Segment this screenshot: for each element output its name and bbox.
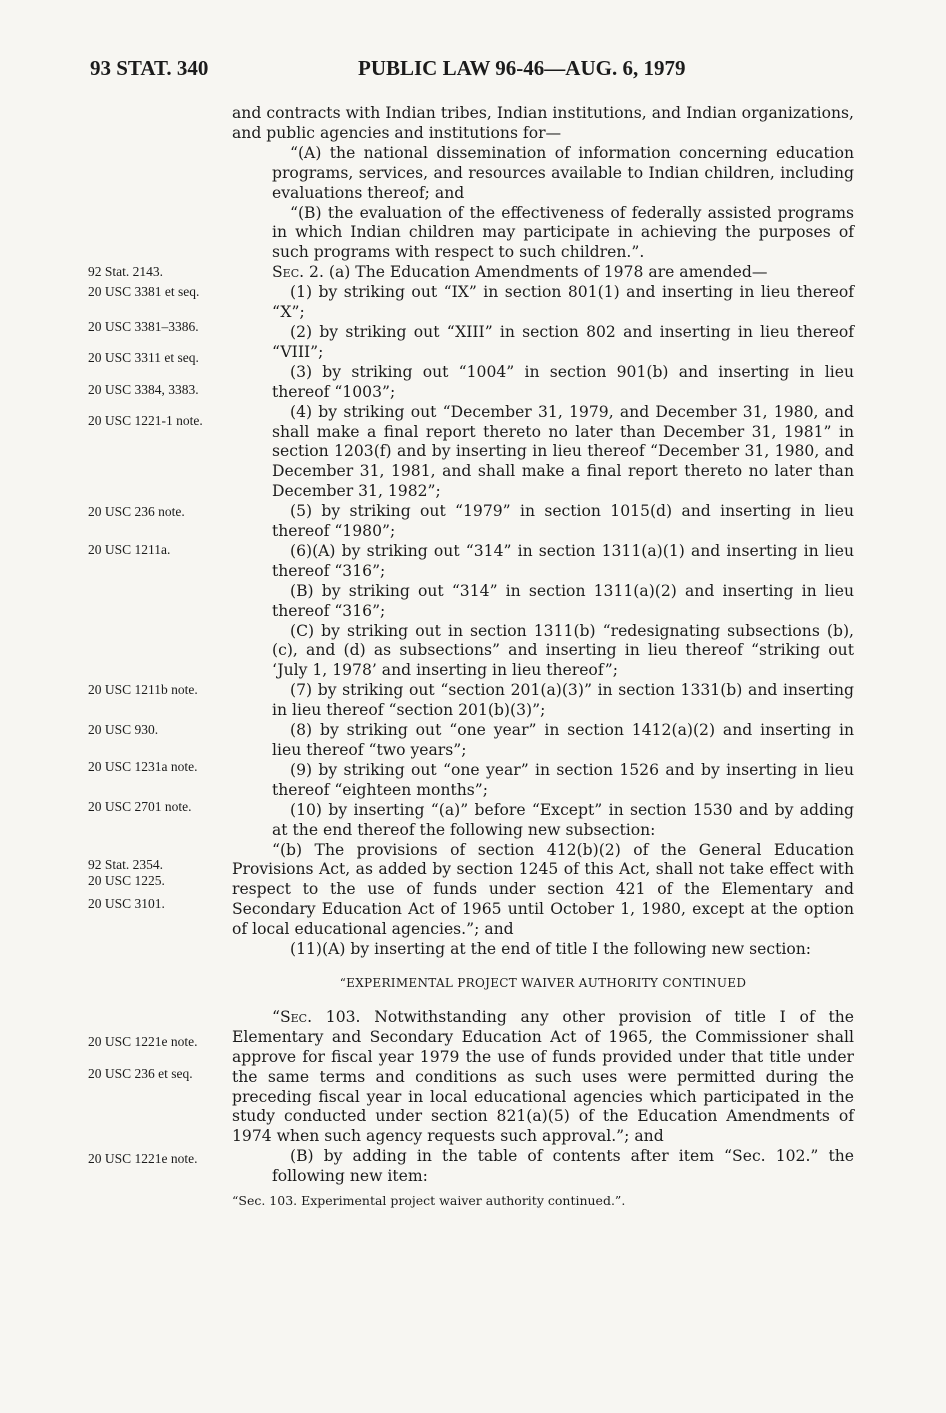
item-3: (3) by striking out “1004” in section 901(b) and inserting in lieu thereof “1003”; [272, 362, 854, 401]
margin-note: 20 USC 3384, 3383. [88, 382, 199, 397]
margin-note: 20 USC 1231a note. [88, 759, 198, 774]
section-label: “Sec. 103. [272, 1007, 361, 1026]
item-4: (4) by striking out “December 31, 1979, and December 31, 1980, and shall make a final report thereto no later than December 31, 1981” in section 1203(f) and by inserting in lieu thereof “December 31, 1980, and December 31, 1981, and shall make a final report thereto no later than December 31, 1982”; [272, 402, 854, 501]
margin-note: 20 USC 3101. [88, 896, 165, 911]
item-9: (9) by striking out “one year” in section 1526 and by inserting in lieu thereof “eighteen months”; [272, 760, 854, 799]
item-2: (2) by striking out “XIII” in section 802 and inserting in lieu thereof “VIII”; [272, 322, 854, 361]
paragraph: and contracts with Indian tribes, Indian institutions, and Indian organizations, and public agencies and institutions for— [232, 104, 854, 142]
margin-note: 20 USC 3311 et seq. [88, 350, 199, 365]
item-11b: (B) by adding in the table of contents after item “Sec. 102.” the following new item: [272, 1147, 854, 1186]
margin-note: 20 USC 1221e note. [88, 1151, 198, 1166]
margin-note: 92 Stat. 2143. [88, 264, 164, 279]
paragraph-b: “(B) the evaluation of the effectiveness of federally assisted programs in which Indian children may participate in achieving the purposes of such programs with respect to such children.”. [272, 203, 854, 262]
paragraph-a: “(A) the national dissemination of information concerning education programs, services, and resources available to Indian children, including evaluations thereof; and [272, 143, 854, 202]
section-2 [232, 263, 854, 283]
toc-item: “Sec. 103. Experimental project waiver authority continued.”. [232, 1193, 626, 1209]
margin-note: 20 USC 1211a. [88, 542, 171, 557]
item-8: (8) by striking out “one year” in section 1412(a)(2) and inserting in lieu thereof “two years”; [272, 721, 854, 759]
section-text: Notwithstanding any other provision of title I of the Elementary and Secondary Education Act of 1965, the Commissioner shall approve for fiscal year 1979 the use of funds provided under that title under the same terms and conditions as such uses were permitted during the preceding fiscal year in local educational agencies which participated in the study conducted under section 821(a)(5) of the Education Amendments of 1974 when such agency requests such approval.”; and [232, 1007, 854, 1146]
margin-note: 20 USC 930. [88, 722, 159, 737]
item-1: (1) by striking out “IX” in section 801(1) and inserting in lieu thereof “X”; [272, 283, 854, 322]
margin-note: 20 USC 1225. [88, 873, 165, 888]
public-law-title: PUBLIC LAW 96-46—AUG. 6, 1979 [358, 56, 686, 80]
section-heading: “EXPERIMENTAL PROJECT WAIVER AUTHORITY CONTINUED [339, 975, 747, 990]
subsection-b: “(b) The provisions of section 412(b)(2) of the General Education Provisions Act, as added by section 1245 of this Act, shall not take effect with respect to the use of funds under section 421 of the Elementary and Secondary Education Act of 1965 until October 1, 1980, except at the option of local educational agencies.”; and [232, 840, 854, 939]
margin-note: 20 USC 3381–3386. [88, 319, 199, 334]
margin-note: 20 USC 1211b note. [88, 682, 198, 697]
margin-note: 20 USC 3381 et seq. [88, 284, 200, 299]
section-text: (a) The Education Amendments of 1978 are amended— [323, 263, 768, 282]
section-103 [232, 1008, 854, 1147]
item-6c: (C) by striking out in section 1311(b) “redesignating subsections (b), (c), and (d) as subsections” and inserting in lieu thereof “striking out ‘July 1, 1978’ and inserting in lieu thereof”; [272, 621, 854, 680]
margin-note: 20 USC 2701 note. [88, 799, 192, 814]
item-6b: (B) by striking out “314” in section 1311(a)(2) and inserting in lieu thereof “316”; [272, 581, 854, 620]
section-label: Sec. 2. [272, 263, 324, 282]
margin-note: 20 USC 1221-1 note. [88, 413, 203, 428]
margin-note: 92 Stat. 2354. [88, 857, 164, 872]
stat-citation: 93 STAT. 340 [90, 56, 209, 80]
margin-note: 20 USC 1221e note. [88, 1034, 198, 1049]
item-7: (7) by striking out “section 201(a)(3)” in section 1331(b) and inserting in lieu thereof “section 201(b)(3)”; [272, 681, 854, 720]
law-body [232, 104, 854, 1211]
item-10: (10) by inserting “(a)” before “Except” in section 1530 and by adding at the end thereof the following new subsection: [272, 800, 854, 839]
margin-note: 20 USC 236 et seq. [88, 1066, 193, 1081]
item-6a: (6)(A) by striking out “314” in section 1311(a)(1) and inserting in lieu thereof “316”; [272, 541, 854, 580]
margin-note: 20 USC 236 note. [88, 504, 185, 519]
item-5: (5) by striking out “1979” in section 1015(d) and inserting in lieu thereof “1980”; [272, 502, 854, 541]
page-header [90, 56, 870, 86]
item-11a: (11)(A) by inserting at the end of title I the following new section: [290, 940, 812, 959]
